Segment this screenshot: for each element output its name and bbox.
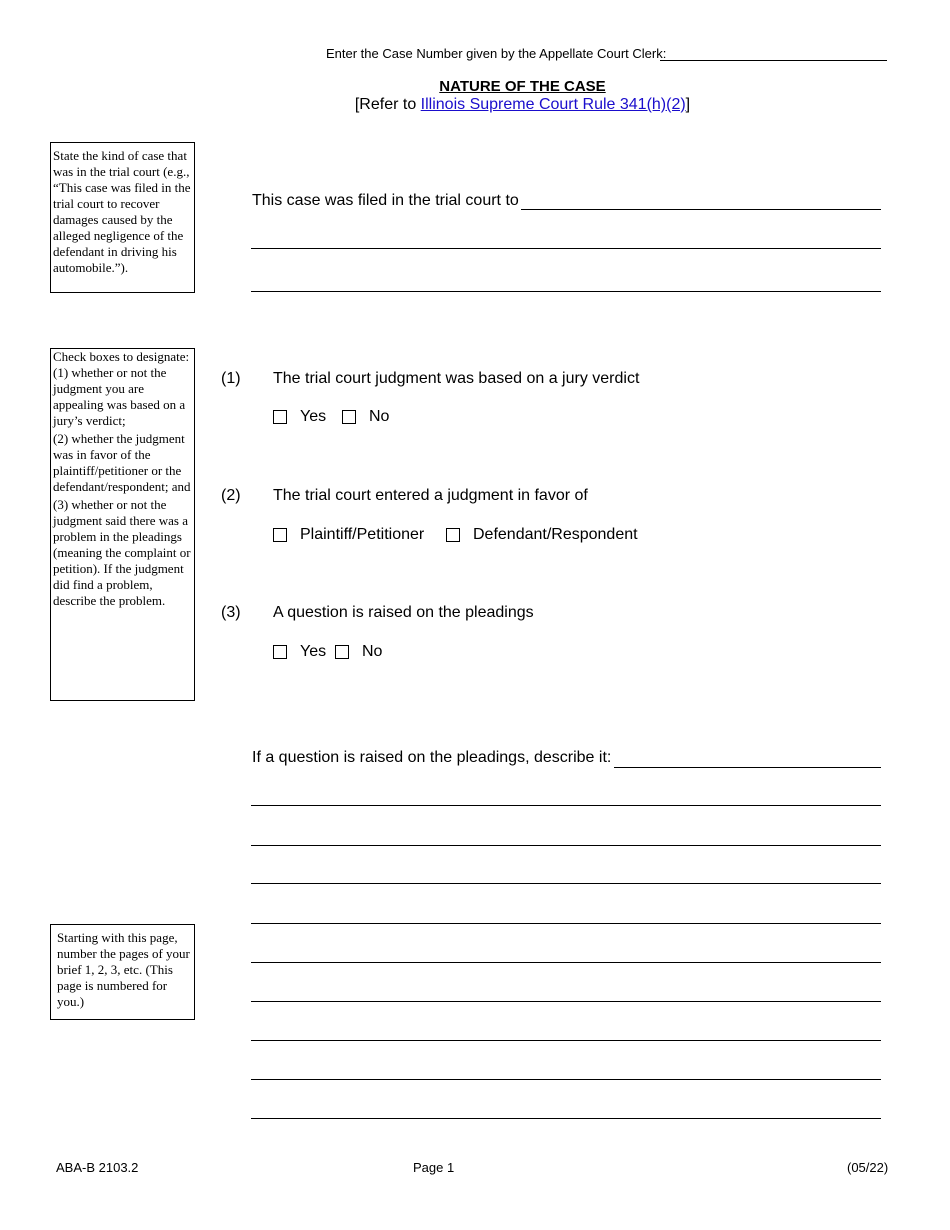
question-3-no-label: No — [362, 643, 383, 660]
pleadings-input-line-4[interactable] — [251, 883, 881, 884]
check-boxes-intro: Check boxes to designate: — [53, 349, 190, 364]
pleadings-input-line-8[interactable] — [251, 1040, 881, 1041]
case-number-input[interactable] — [660, 60, 887, 61]
pleadings-input-line-1[interactable] — [614, 767, 881, 768]
check-boxes-item-3: (3) whether or not the judgment said there was a problem in the pleadings (meaning the complaint or petition). If the judgment did find a problem, describe the problem. — [53, 497, 191, 608]
pleadings-input-line-3[interactable] — [251, 845, 881, 846]
pleadings-input-line-10[interactable] — [251, 1118, 881, 1119]
case-number-label: Enter the Case Number given by the Appellate Court Clerk: — [326, 46, 667, 61]
pleadings-input-line-6[interactable] — [251, 962, 881, 963]
form-id: ABA-B 2103.2 — [56, 1160, 139, 1175]
filed-input-line-2[interactable] — [251, 248, 881, 249]
question-2-plaintiff-checkbox[interactable] — [273, 528, 287, 542]
rule-reference-suffix: ] — [685, 96, 691, 113]
kind-of-case-instructions — [50, 142, 195, 293]
page-number: Page 1 — [413, 1160, 455, 1175]
kind-of-case-text: State the kind of case that was in the trial court (e.g., “This case was filed in the trial court to recover damages caused by the alleged negligence of the defendant in driving his automobile.”). — [53, 148, 191, 275]
form-revision: (05/22) — [847, 1160, 889, 1175]
question-2-defendant-checkbox[interactable] — [446, 528, 460, 542]
rule-reference — [0, 96, 950, 114]
question-3-yes-checkbox[interactable] — [273, 645, 287, 659]
pleadings-input-line-7[interactable] — [251, 1001, 881, 1002]
filed-input-line-1[interactable] — [521, 209, 881, 210]
question-2-number: (2) — [221, 487, 241, 504]
pleadings-input-line-5[interactable] — [251, 923, 881, 924]
question-1-no-checkbox[interactable] — [342, 410, 356, 424]
question-1-text: The trial court judgment was based on a jury verdict — [273, 370, 640, 387]
question-1-number: (1) — [221, 370, 241, 387]
rule-reference-prefix: [Refer to — [354, 96, 421, 113]
check-boxes-item-2: (2) whether the judgment was in favor of the plaintiff/petitioner or the defendant/respondent; and — [53, 431, 191, 494]
rule-link[interactable]: Illinois Supreme Court Rule 341(h)(2) — [420, 96, 686, 113]
question-3-no-checkbox[interactable] — [335, 645, 349, 659]
question-3-number: (3) — [221, 604, 241, 621]
question-2-defendant-label: Defendant/Respondent — [473, 526, 638, 543]
question-1-yes-checkbox[interactable] — [273, 410, 287, 424]
question-3-text: A question is raised on the pleadings — [273, 604, 534, 621]
question-2-plaintiff-label: Plaintiff/Petitioner — [300, 526, 425, 543]
pleadings-input-line-2[interactable] — [251, 805, 881, 806]
pleadings-input-line-9[interactable] — [251, 1079, 881, 1080]
page-title: NATURE OF THE CASE — [439, 78, 606, 95]
filed-field-label: This case was filed in the trial court to — [252, 192, 519, 209]
question-1-no-label: No — [369, 408, 390, 425]
check-boxes-item-1: (1) whether or not the judgment you are appealing was based on a jury’s verdict; — [53, 365, 186, 428]
question-3-yes-label: Yes — [300, 643, 327, 660]
pleadings-field-label: If a question is raised on the pleadings, describe it: — [252, 749, 612, 766]
page-numbering-instructions — [50, 924, 195, 1020]
question-1-yes-label: Yes — [300, 408, 327, 425]
filed-input-line-3[interactable] — [251, 291, 881, 292]
question-2-text: The trial court entered a judgment in favor of — [273, 487, 588, 504]
check-boxes-instructions — [50, 348, 195, 701]
page-numbering-text: Starting with this page, number the pages of your brief 1, 2, 3, etc. (This page is numbered for you.) — [57, 930, 190, 1009]
